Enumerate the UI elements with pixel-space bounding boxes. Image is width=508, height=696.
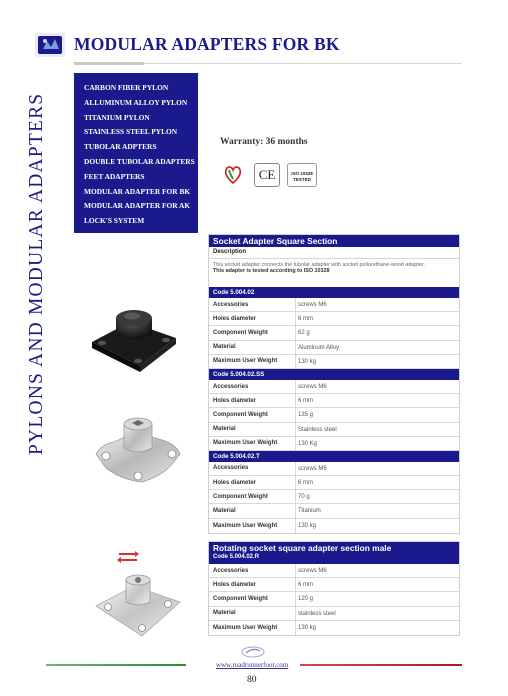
row-value: screws M6 (295, 380, 459, 393)
row-value: 120 g (295, 592, 459, 605)
row-label: Holes diameter (213, 397, 257, 404)
product-image-rotating-adapter (92, 562, 184, 642)
table-row (209, 476, 459, 490)
row-value: 6 mm (295, 312, 459, 325)
row-value: 130 Kg (295, 437, 459, 450)
row-value: 130 kg (295, 355, 459, 368)
menu-item-stainless-steel-pylon[interactable]: STAINLESS STEEL PYLON (84, 127, 178, 137)
table-row (209, 341, 459, 355)
row-label: Holes diameter (213, 479, 257, 486)
row-label: Maximum User Weight (213, 440, 278, 447)
menu-item-titanium-pylon[interactable]: TITANIUM PYLON (84, 112, 150, 122)
website-link[interactable]: www.roadrunnerfoot.com (216, 661, 289, 669)
row-label: Holes diameter (213, 315, 257, 322)
warranty-text: Warranty: 36 months (220, 137, 308, 147)
product-code-stainless: Code 5.004.02.SS (209, 369, 459, 380)
row-label: Maximum User Weight (213, 358, 278, 365)
table-row (209, 592, 459, 606)
spec-table-socket-adapter (208, 234, 460, 534)
row-value: Titanium (295, 504, 459, 517)
row-label: Material (213, 426, 236, 433)
row-label: Maximum User Weight (213, 624, 278, 631)
spec-table-rotating-adapter (208, 541, 460, 636)
table-row (209, 298, 459, 312)
row-label: Material (213, 508, 236, 515)
iso-note: This adapter is tested according to ISO 10328 (213, 268, 330, 275)
table-row (209, 312, 459, 326)
spec-table-title: Socket Adapter Square Section (209, 235, 459, 247)
table-row (209, 578, 459, 592)
table-row (209, 423, 459, 437)
row-value: screws M6 (295, 298, 459, 311)
table-row (209, 326, 459, 340)
row-label: Component Weight (213, 595, 268, 602)
menu-item-modular-adapter-ak[interactable]: MODULAR ADAPTER FOR AK (84, 201, 191, 211)
table-row (209, 564, 459, 578)
row-value: 6 mm (295, 476, 459, 489)
category-menu (74, 73, 198, 233)
menu-item-locks-system[interactable]: LOCK'S SYSTEM (84, 216, 145, 226)
made-in-italy-icon (222, 163, 244, 185)
ce-mark-icon: CE (254, 163, 280, 187)
spec-table-2-header (209, 542, 459, 564)
menu-item-tubolar-adapters[interactable]: TUBOLAR ADPTERS (84, 142, 157, 152)
row-label: Component Weight (213, 411, 268, 418)
row-value: Stainless steel (295, 423, 459, 436)
row-value: Aluminum Alloy (295, 341, 459, 354)
table-row (209, 490, 459, 504)
title-divider (74, 63, 462, 64)
page-title: MODULAR ADAPTERS FOR BK (74, 34, 340, 54)
description-label: Description (209, 247, 459, 259)
product-image-stainless-adapter (92, 404, 184, 488)
menu-item-modular-adapter-bk[interactable]: MODULAR ADAPTER FOR BK (84, 186, 191, 196)
iso-tested-icon (287, 163, 317, 187)
company-logo (35, 33, 65, 57)
row-value: 62 g (295, 326, 459, 339)
table-row (209, 607, 459, 621)
table-row (209, 462, 459, 476)
footer-divider-right (300, 664, 462, 666)
product-code-titanium: Code 5.004.02.T (209, 451, 459, 462)
table-row (209, 621, 459, 635)
row-value: 6 mm (295, 578, 459, 591)
row-value: 70 g (295, 490, 459, 503)
row-value: 130 kg (295, 519, 459, 533)
spec-table-2-title: Rotating socket square adapter section male (213, 543, 392, 553)
row-label: Accessories (213, 465, 249, 472)
row-value: screws M6 (295, 462, 459, 475)
iso-standard-label: ISO 10328 (291, 171, 313, 176)
product-code-aluminum: Code 5.004.02 (209, 287, 459, 298)
vertical-section-title: PYLONS AND MODULAR ADAPTERS (26, 92, 47, 455)
description-body: This socket adapter connects the tubolar adapter with socket poliurethane-wood adapter. (213, 262, 425, 268)
row-label: Component Weight (213, 329, 268, 336)
table-row (209, 504, 459, 518)
description-text (209, 259, 459, 287)
menu-item-feet-adapters[interactable]: FEET ADAPTERS (84, 171, 145, 181)
table-row (209, 394, 459, 408)
table-row (209, 519, 459, 533)
row-label: Accessories (213, 383, 249, 390)
row-label: Holes diameter (213, 581, 257, 588)
row-label: Accessories (213, 567, 249, 574)
row-label: Accessories (213, 301, 249, 308)
footer-divider-left (46, 664, 186, 666)
row-label: Component Weight (213, 493, 268, 500)
row-value: 135 g (295, 408, 459, 421)
row-value: 130 kg (295, 621, 459, 635)
row-label: Maximum User Weight (213, 522, 278, 529)
row-value: stainless steel (295, 607, 459, 620)
product-image-aluminum-adapter (86, 300, 182, 376)
row-value: 6 mm (295, 394, 459, 407)
menu-item-carbon-fiber-pylon[interactable]: CARBON FIBER PYLON (84, 83, 169, 92)
footer-logo (240, 645, 266, 659)
menu-item-aluminum-alloy-pylon[interactable]: ALLUMINUM ALLOY PYLON (84, 97, 188, 107)
menu-item-double-tubolar-adapters[interactable]: DOUBLE TUBOLAR ADAPTERS (84, 156, 195, 166)
product-code-rotating: Code 5.004.02.R (213, 554, 260, 560)
iso-tested-label: TESTED (293, 176, 311, 182)
row-label: Material (213, 344, 236, 351)
table-row (209, 380, 459, 394)
row-label: Material (213, 610, 236, 617)
row-value: screws M6 (295, 564, 459, 577)
table-row (209, 408, 459, 422)
table-row (209, 437, 459, 451)
page-number: 80 (247, 675, 257, 685)
table-row (209, 355, 459, 369)
